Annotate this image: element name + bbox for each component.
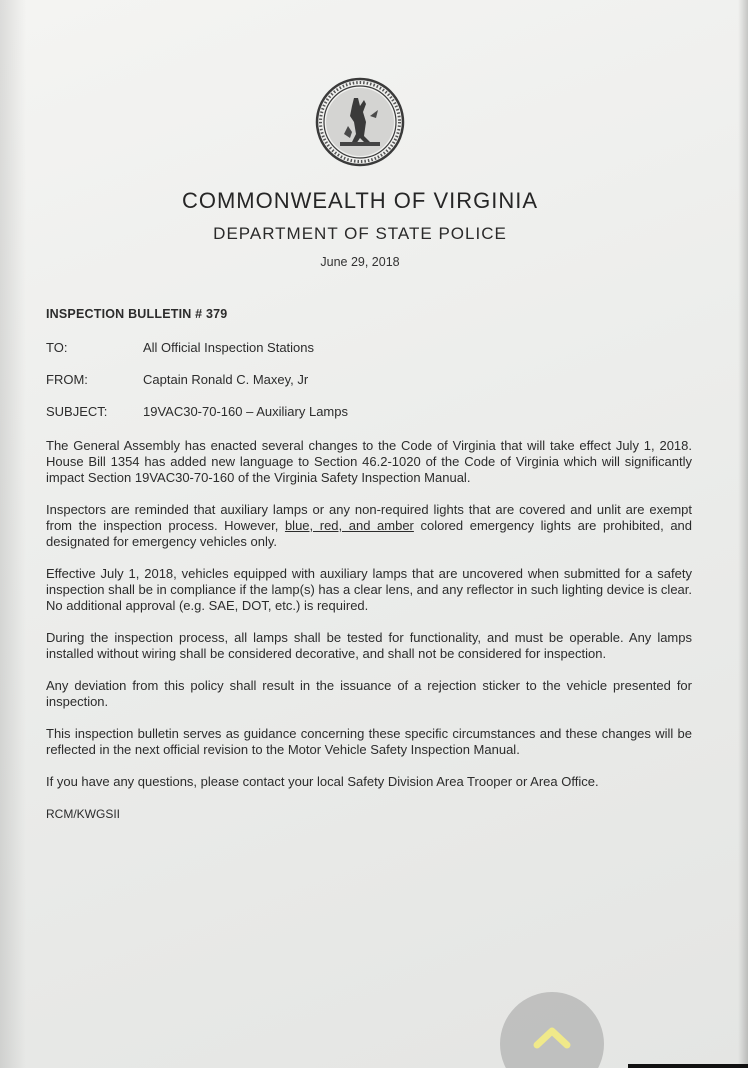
author-initials: RCM/KWGSII	[46, 807, 120, 821]
virginia-state-seal-icon	[314, 76, 406, 168]
document-date: June 29, 2018	[320, 255, 400, 269]
underlined-colors-text: blue, red, and amber	[284, 518, 414, 533]
paragraph-general-assembly: The General Assembly has enacted several changes to the Code of Virginia that will take effect July 1, 2018. House Bill 1354 has added new language to Section 46.2-1020 of the Code of Virginia which will significantly impact Section 19VAC30-70-160 of the Virginia Safety Inspection Manual.	[46, 438, 692, 485]
scroll-up-button[interactable]	[500, 992, 604, 1068]
department-title: DEPARTMENT OF STATE POLICE	[213, 224, 507, 243]
organization-title: COMMONWEALTH OF VIRGINIA	[181, 188, 539, 213]
paragraph-guidance: This inspection bulletin serves as guidance concerning these specific circumstances and these changes will be reflected in the next official revision to the Motor Vehicle Safety Inspection Manual.	[46, 726, 692, 757]
memo-from-label: FROM:	[46, 372, 88, 387]
chevron-up-icon	[532, 1024, 572, 1050]
bottom-edge-bar	[628, 1064, 748, 1068]
document-body	[46, 306, 692, 822]
memo-from-value: Captain Ronald C. Maxey, Jr	[143, 372, 309, 387]
memo-subject-value: 19VAC30-70-160 – Auxiliary Lamps	[143, 404, 348, 419]
memo-to-value: All Official Inspection Stations	[143, 340, 315, 355]
paragraph-deviation: Any deviation from this policy shall result in the issuance of a rejection sticker to the vehicle presented for inspection.	[46, 678, 692, 709]
paragraph-text: colored emergency lights are prohibited, and designated for emergency vehicles only.	[46, 518, 693, 549]
paragraph-questions: If you have any questions, please contact your local Safety Division Area Trooper or Area Office.	[46, 774, 599, 789]
memo-from-row	[46, 372, 692, 388]
memo-to-label: TO:	[46, 340, 68, 355]
paragraph-inspection-process: During the inspection process, all lamps shall be tested for functionality, and must be operable. Any lamps installed without wiring shall be considered decorative, and shall not be considered for inspection.	[46, 630, 692, 661]
memo-subject-label: SUBJECT:	[46, 404, 108, 419]
page-right-edge	[738, 0, 748, 1068]
paragraph-effective-date: Effective July 1, 2018, vehicles equipped with auxiliary lamps that are uncovered when submitted for a safety inspection shall be in compliance if the lamp(s) has a clear lens, and any reflector in such lighting device is clear. No additional approval (e.g. SAE, DOT, etc.) is required.	[46, 566, 693, 613]
bulletin-number: INSPECTION BULLETIN # 379	[46, 307, 228, 321]
memo-to-row	[46, 340, 692, 356]
paragraph-inspectors-reminded	[46, 502, 692, 550]
memo-subject-row	[46, 404, 692, 420]
page-left-shadow	[0, 0, 26, 1068]
paragraph-text: Inspectors are reminded that auxiliary lamps or any non-required lights that are covered and unlit are exempt from the inspection process. However,	[46, 502, 692, 533]
